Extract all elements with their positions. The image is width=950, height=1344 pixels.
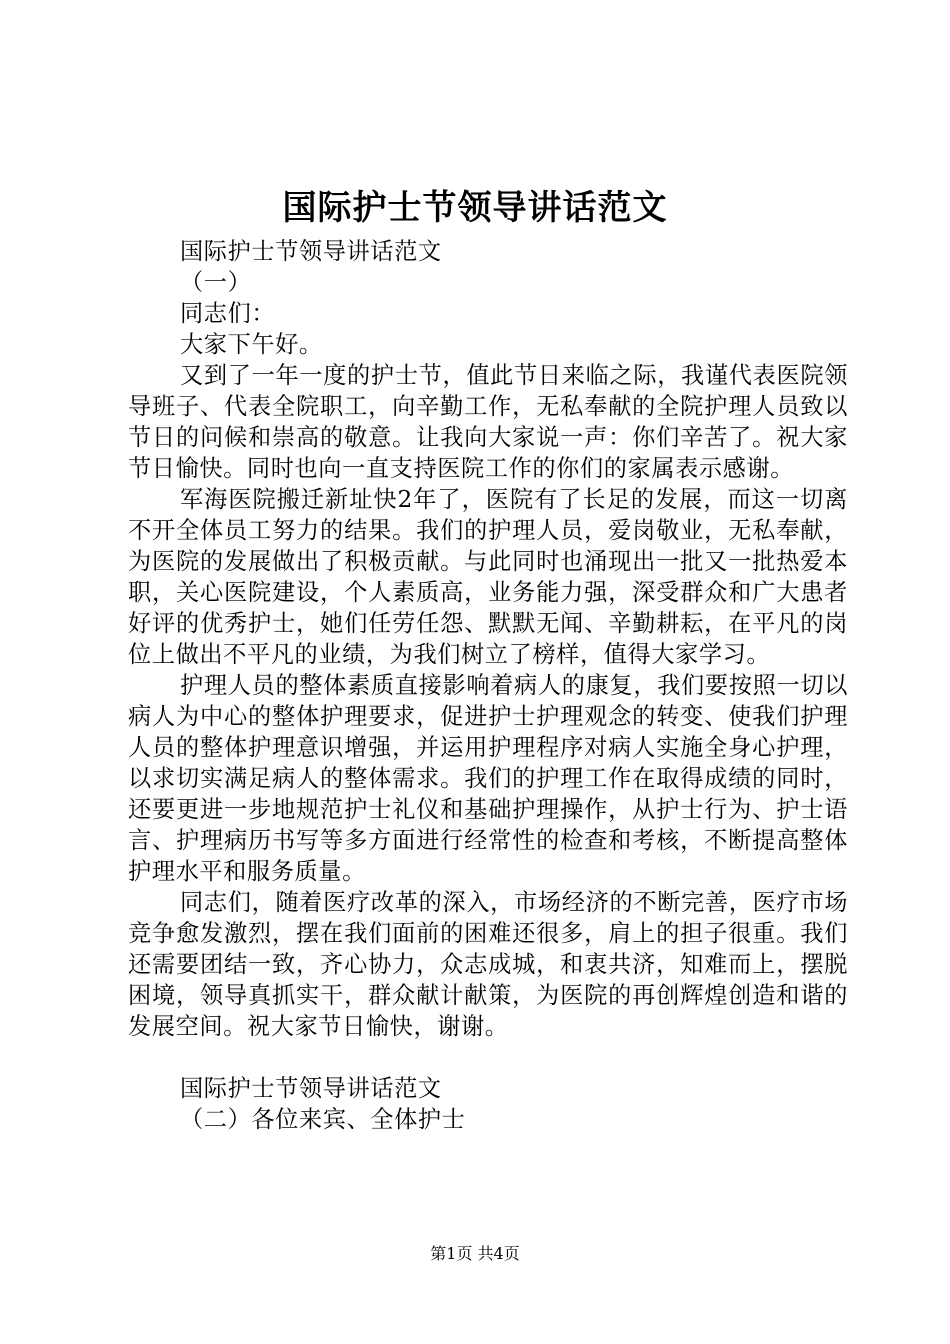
page-footer: 第1页 共4页 [430,1244,520,1263]
paragraph: 同志们，随着医疗改革的深入，市场经济的不断完善，医疗市场竞争愈发激烈，摆在我们面前的困难还很多，肩上的担子很重。我们还需要团结一致，齐心协力，众志成城，和衷共济，知难而上，摆脱困境，领导真抓实干，群众献计献策，为医院的再创辉煌创造和谐的发展空间。祝大家节日愉快，谢谢。 [128,889,848,1040]
salutation: 同志们： [180,300,276,327]
section2-heading: 国际护士节领导讲话范文 [180,1075,442,1102]
section1-number: （一） [180,269,252,296]
paragraph: 又到了一年一度的护士节，值此节日来临之际，我谨代表医院领导班子、代表全院职工，向辛勤工作，无私奉献的全院护理人员致以节日的问候和崇高的敬意。让我向大家说一声：你们辛苦了。祝大家节日愉快。同时也向一直支持医院工作的你们的家属表示感谢。 [128,362,848,482]
document-body [128,236,848,1135]
section1-heading: 国际护士节领导讲话范文 [180,238,442,265]
paragraph: 护理人员的整体素质直接影响着病人的康复，我们要按照一切以病人为中心的整体护理要求，促进护士护理观念的转变、使我们护理人员的整体护理意识增强，并运用护理程序对病人实施全身心护理，以求切实满足病人的整体需求。我们的护理工作在取得成绩的同时，还要更进一步地规范护士礼仪和基础护理操作，从护士行为、护士语言、护理病历书写等多方面进行经常性的检查和考核，不断提高整体护理水平和服务质量。 [128,672,848,885]
document-title: 国际护士节领导讲话范文 [282,188,668,228]
greeting: 大家下午好。 [180,331,323,358]
section-spacer [128,1042,848,1073]
section2-number-line: （二）各位来宾、全体护士 [180,1106,466,1133]
paragraph: 军海医院搬迁新址快2年了，医院有了长足的发展，而这一切离不开全体员工努力的结果。我们的护理人员，爱岗敬业，无私奉献，为医院的发展做出了积极贡献。与此同时也涌现出一批又一批热爱本职，关心医院建设，个人素质高，业务能力强，深受群众和广大患者好评的优秀护士，她们任劳任怨、默默无闻、辛勤耕耘，在平凡的岗位上做出不平凡的业绩，为我们树立了榜样，值得大家学习。 [128,486,848,668]
